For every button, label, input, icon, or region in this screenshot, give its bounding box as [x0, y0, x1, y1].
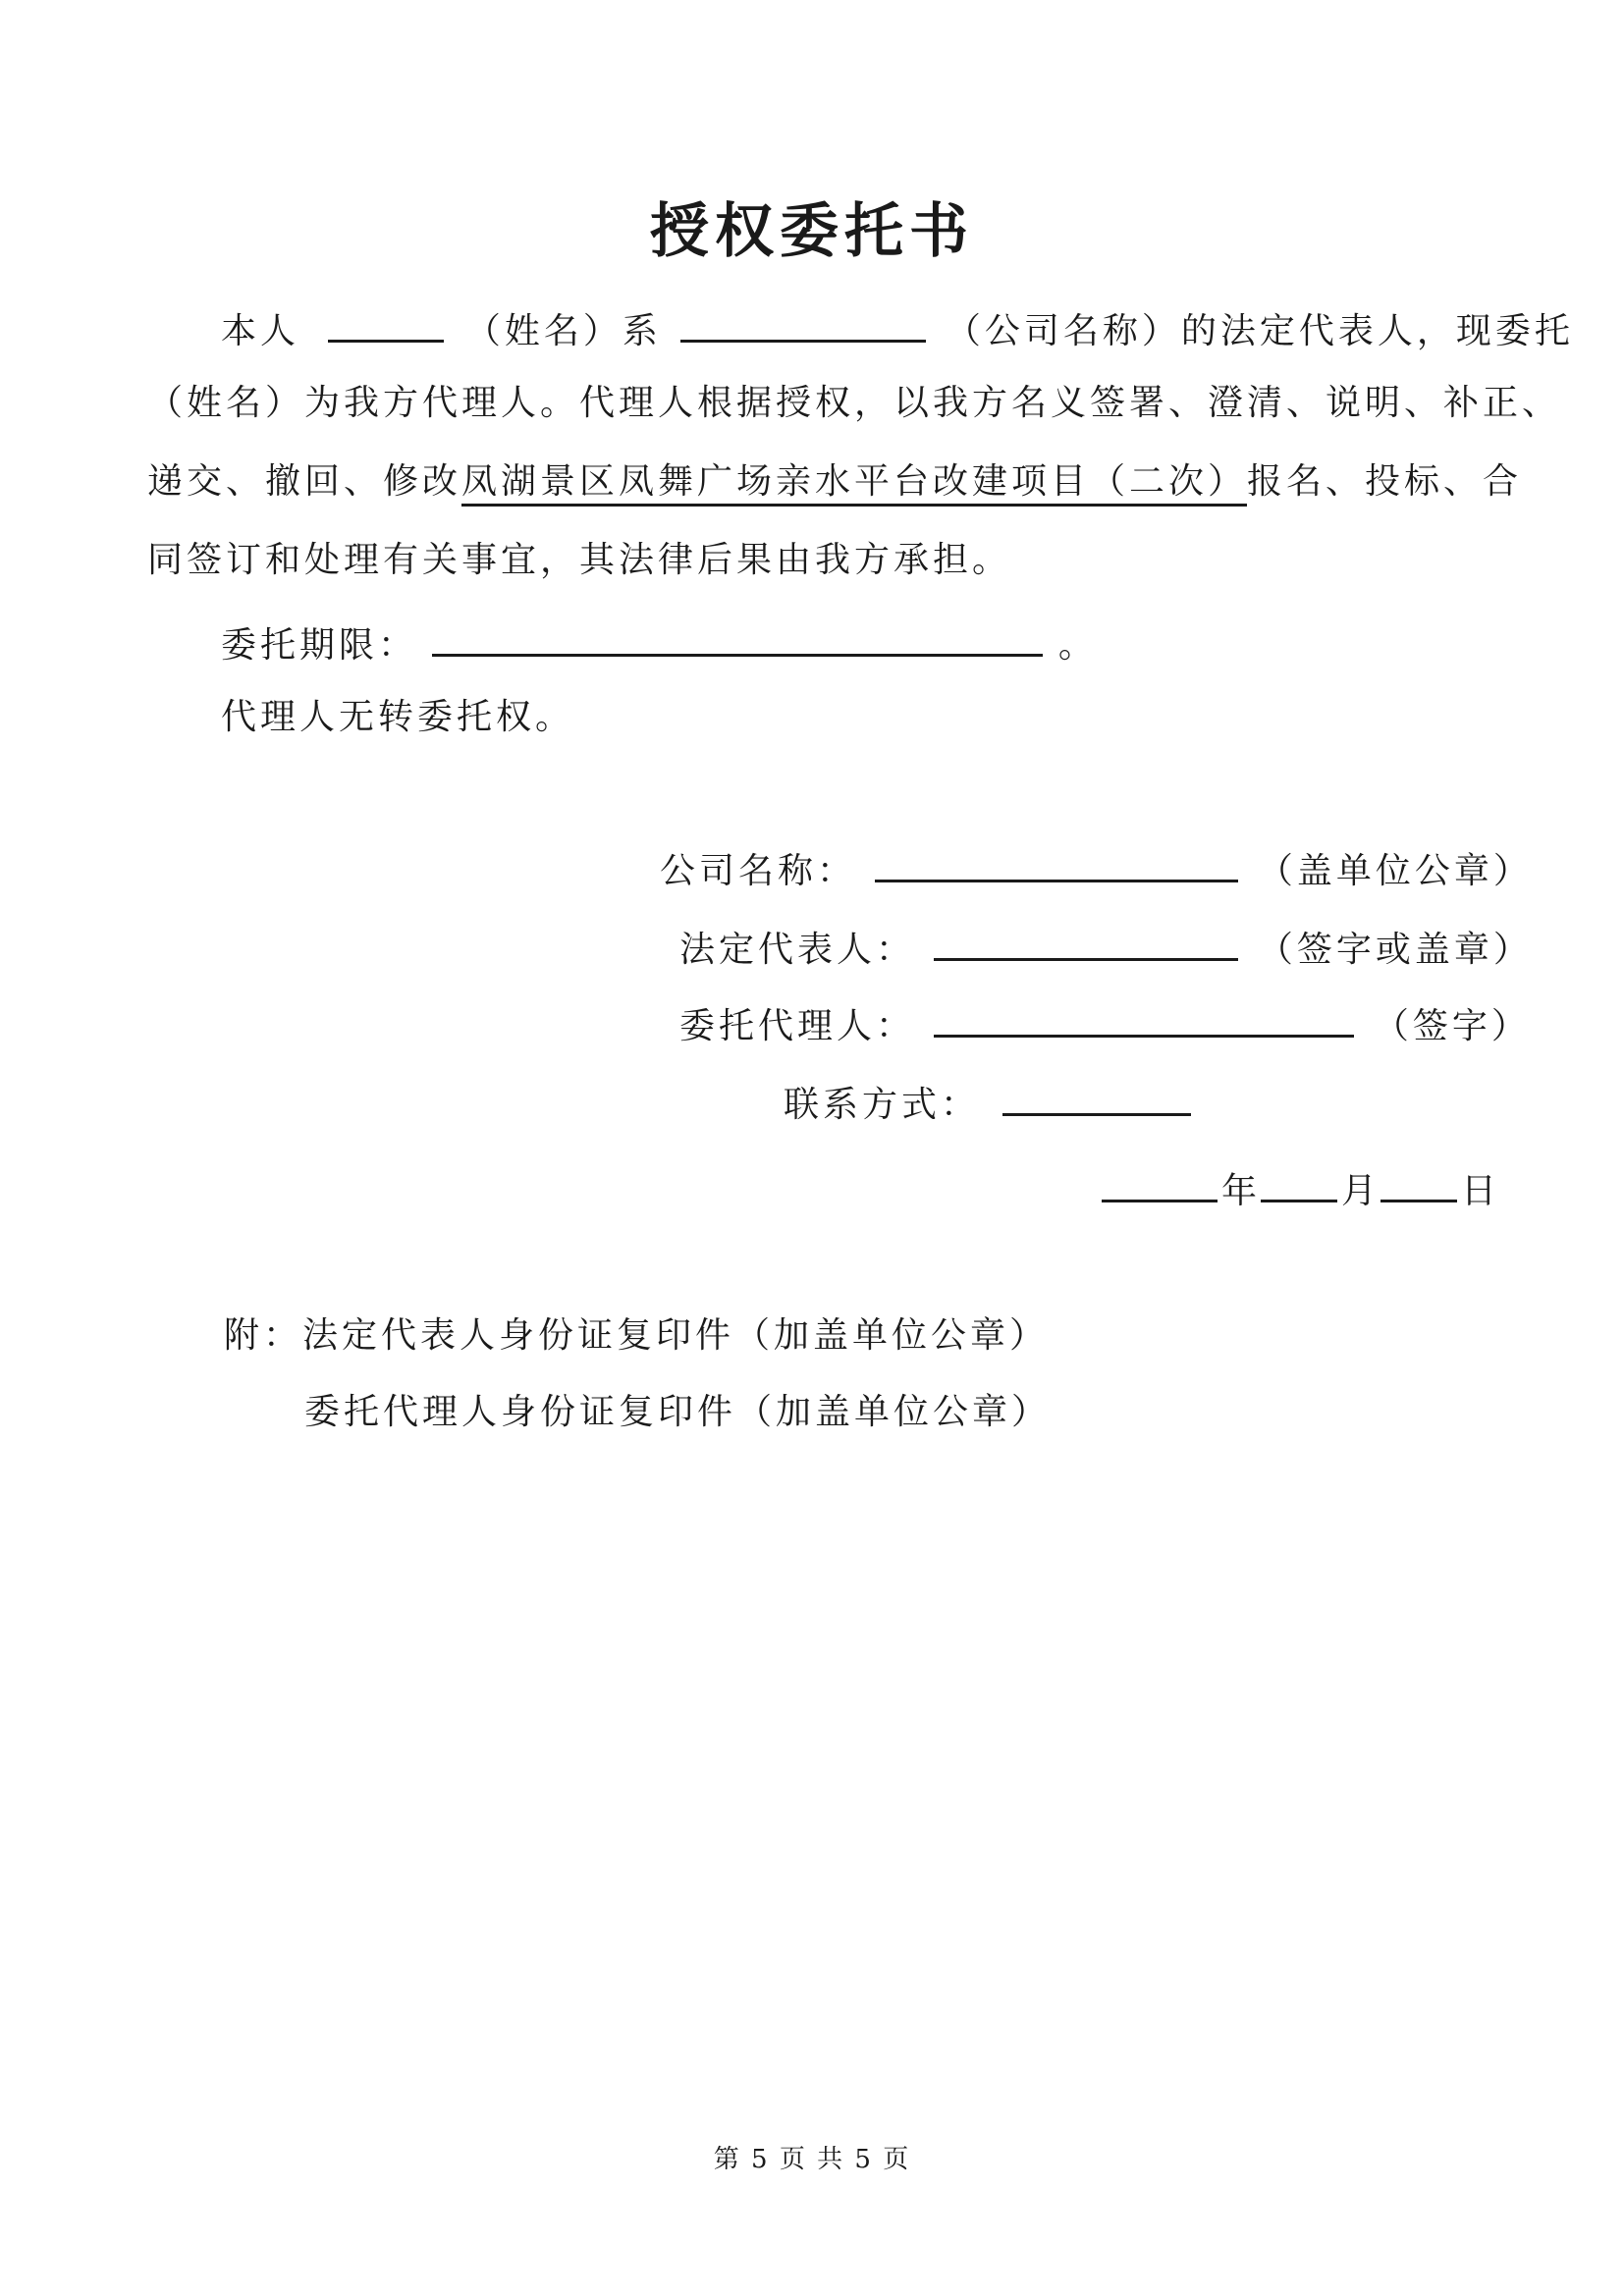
agent-sign-blank [934, 995, 1354, 1038]
contact-label: 联系方式： [784, 1085, 981, 1125]
day-label: 日 [1461, 1171, 1497, 1211]
month-blank [1261, 1160, 1337, 1202]
name-blank [328, 300, 444, 343]
year-blank [1102, 1160, 1218, 1202]
agent-sign-line [679, 995, 1531, 1044]
text-legal-rep: （公司名称）的法定代表人，现委托 [945, 311, 1574, 351]
text-benren: 本人 [221, 311, 300, 351]
paragraph-line-1 [221, 300, 1574, 349]
attachment-line-2: 委托代理人身份证复印件（加盖单位公章） [304, 1392, 1052, 1432]
contact-blank [1002, 1074, 1191, 1116]
agent-label: 委托代理人： [679, 1006, 916, 1046]
company-sign-line [660, 840, 1533, 889]
date-line [1102, 1160, 1496, 1209]
term-blank [432, 614, 1043, 657]
no-transfer-line: 代理人无转委托权。 [221, 697, 575, 737]
term-line [221, 614, 1098, 664]
contact-line [784, 1074, 1191, 1123]
text-name-label: （姓名）系 [464, 311, 662, 351]
month-label: 月 [1341, 1171, 1378, 1211]
project-name: 凤湖景区凤舞广场亲水平台改建项目（二次） [461, 461, 1247, 507]
agent-note: （签字） [1373, 1006, 1531, 1046]
paragraph-line-2: （姓名）为我方代理人。代理人根据授权，以我方名义签署、澄清、说明、补正、 [147, 383, 1562, 423]
legal-note: （签字或盖章） [1257, 930, 1533, 970]
company-sign-blank [875, 840, 1238, 882]
day-blank [1380, 1160, 1457, 1202]
company-note: （盖单位公章） [1257, 851, 1533, 891]
term-label: 委托期限： [221, 625, 418, 666]
legal-sign-blank [934, 919, 1238, 961]
page-footer: 第 5 页 共 5 页 [713, 2145, 911, 2174]
text-actions: 递交、撤回、修改 [147, 461, 462, 502]
company-label: 公司名称： [660, 851, 857, 891]
term-end: 。 [1057, 625, 1098, 666]
legal-label: 法定代表人： [679, 930, 916, 970]
document-title: 授权委托书 [650, 197, 974, 266]
text-actions-2: 报名、投标、合 [1247, 461, 1523, 502]
year-label: 年 [1221, 1171, 1258, 1211]
paragraph-line-4: 同签订和处理有关事宜，其法律后果由我方承担。 [147, 540, 1012, 580]
attachment-line-1: 附：法定代表人身份证复印件（加盖单位公章） [224, 1315, 1050, 1356]
legal-rep-sign-line [679, 919, 1533, 968]
company-name-blank [680, 300, 926, 343]
paragraph-line-3 [147, 457, 1522, 507]
